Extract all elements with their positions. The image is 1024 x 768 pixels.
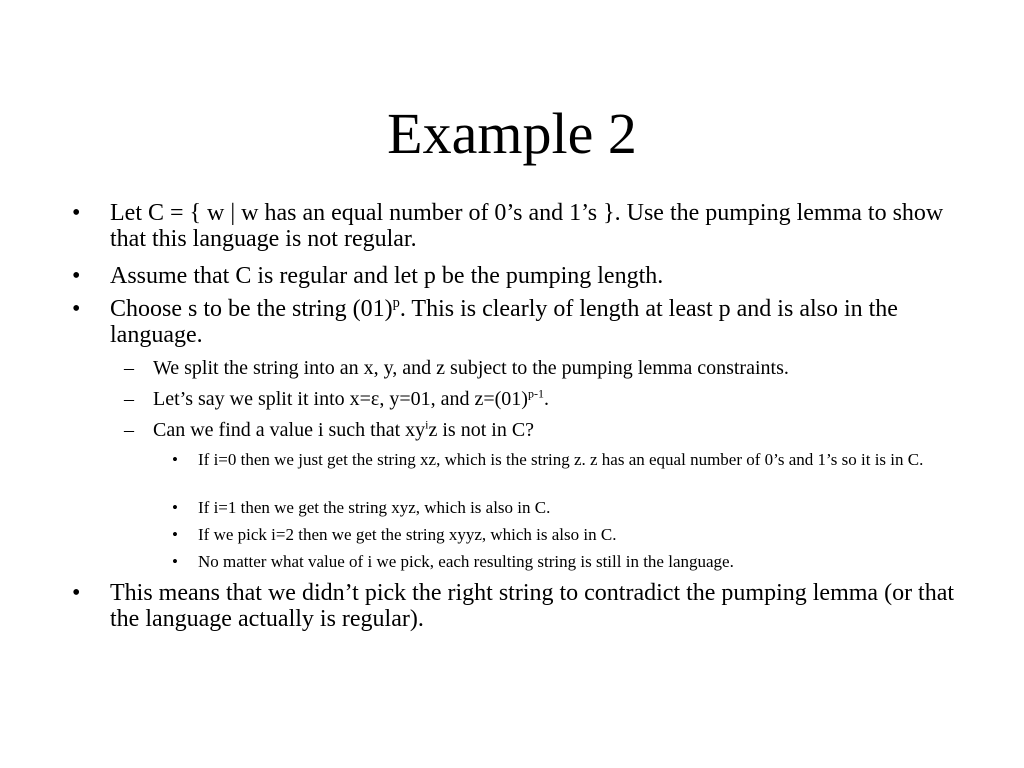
sub-sub-bullet-text: If i=1 then we get the string xyz, which is also in C. [198, 498, 551, 517]
sub-bullet-text: Let’s say we split it into x=ε, y=01, and $z=(01)^{p-1}$. [153, 386, 549, 410]
slide-title: Example 2 [387, 101, 637, 166]
bullet-marker: • [172, 525, 178, 544]
bullet-marker: • [72, 200, 81, 226]
bullet-text: Choose s to be the string $(01)^p$. This is clearly of length at least p and is also in the language. [110, 295, 898, 348]
bullet-marker: • [72, 580, 81, 606]
sub-sub-bullet-text: No matter what value of i we pick, each resulting string is still in the language. [198, 552, 734, 571]
bullet-text: Let C = { w | w has an equal number of 0’s and 1’s }. Use the pumping lemma to show that this language is not regular. [110, 200, 944, 252]
bullet-marker: • [172, 552, 178, 571]
superscript: p [392, 295, 400, 311]
bullet-text: Assume that C is regular and let p be the pumping length. [110, 263, 664, 289]
bullet-text: This means that we didn’t pick the right string to contradict the pumping lemma (or that the language actually is regular). [110, 580, 955, 632]
sub-sub-bullet-text: If we pick i=2 then we get the string xyyz, which is also in C. [198, 525, 617, 544]
dash-marker: – [124, 357, 134, 379]
bullet-marker: • [72, 263, 81, 289]
bullet-marker: • [172, 450, 178, 469]
dash-marker: – [124, 419, 134, 441]
dash-marker: – [124, 388, 134, 410]
bullet-marker: • [72, 296, 81, 322]
superscript: i [425, 417, 429, 432]
superscript: p-1 [527, 386, 544, 401]
sub-sub-bullet-text: If i=0 then we just get the string xz, which is the string z. z has an equal number of 0’s and 1’s so it is in C. [198, 450, 924, 469]
sub-bullet-text: Can we find a value i such that $xy^iz$ is not in C? [153, 417, 535, 441]
bullet-marker: • [172, 498, 178, 517]
sub-bullet-text: We split the string into an x, y, and z subject to the pumping lemma constraints. [153, 357, 789, 379]
